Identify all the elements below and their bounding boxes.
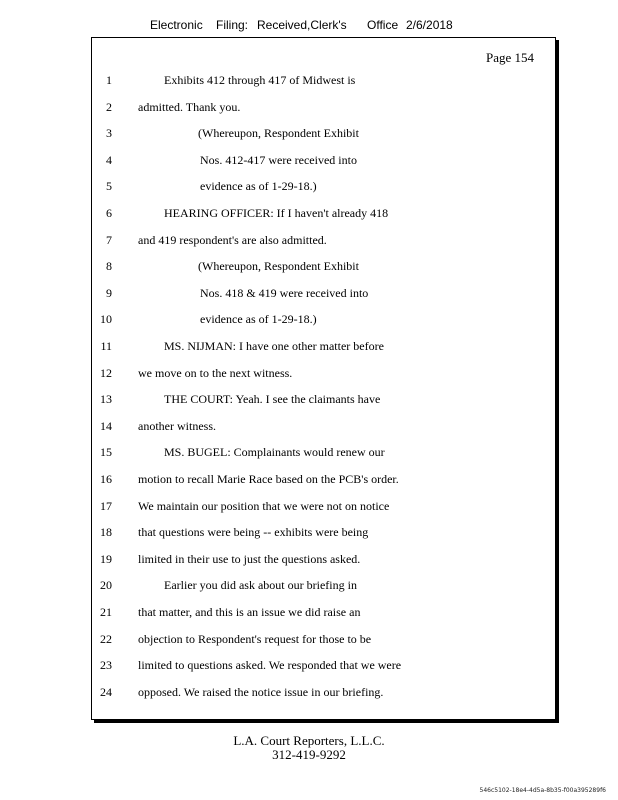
line-number: 4 (106, 152, 112, 167)
transcript-line (92, 312, 557, 328)
transcript-line (92, 419, 557, 435)
line-number: 16 (100, 472, 112, 486)
header-word-electronic: Electronic (150, 18, 203, 32)
line-number: 9 (106, 285, 112, 300)
transcript-line (92, 259, 557, 275)
line-number: 8 (106, 259, 112, 274)
transcript-line (92, 499, 557, 515)
line-number: 5 (106, 179, 112, 194)
line-number: 2 (106, 99, 112, 114)
transcript-line (92, 206, 557, 222)
line-number: 12 (100, 365, 112, 380)
line-text: Nos. 412-417 were received into (200, 152, 357, 167)
transcript-line (92, 632, 557, 648)
line-text: another witness. (138, 418, 216, 433)
line-number: 18 (100, 525, 112, 540)
line-number: 14 (100, 418, 112, 433)
transcript-line (92, 339, 557, 355)
line-text: objection to Respondent's request for those to be (138, 631, 372, 646)
transcript-line (92, 445, 557, 461)
header-word-received: Received,Clerk's (257, 18, 347, 32)
transcript-line (92, 605, 557, 621)
line-text: MS. BUGEL: Complainants would renew our (164, 445, 385, 460)
transcript-line (92, 286, 557, 302)
page-shadow-bottom (94, 720, 559, 723)
transcript-page (91, 37, 556, 720)
line-number: 20 (100, 578, 112, 593)
line-number: 1 (106, 73, 112, 87)
line-number: 17 (100, 498, 112, 513)
transcript-line (92, 552, 557, 568)
line-text: THE COURT: Yeah. I see the claimants have (164, 392, 381, 407)
line-number: 7 (106, 232, 112, 247)
line-number: 23 (100, 658, 112, 673)
transcript-line (92, 233, 557, 249)
line-text: evidence as of 1-29-18.) (200, 179, 317, 194)
line-text: Earlier you did ask about our briefing in (164, 578, 357, 593)
transcript-line (92, 366, 557, 382)
line-text: limited to questions asked. We responded that we were (138, 658, 402, 673)
transcript-line (92, 73, 557, 89)
transcript-line (92, 126, 557, 142)
header-filing-date: 2/6/2018 (406, 18, 453, 32)
line-number: 22 (100, 631, 112, 646)
line-number: 21 (100, 605, 112, 619)
page-number: Page 154 (485, 50, 534, 65)
transcript-line (92, 525, 557, 541)
line-number: 13 (100, 392, 112, 407)
line-number: 19 (100, 551, 112, 566)
transcript-line (92, 578, 557, 594)
line-text: (Whereupon, Respondent Exhibit (198, 259, 359, 274)
line-text: Exhibits 412 through 417 of Midwest is (164, 73, 356, 87)
line-text: that questions were being -- exhibits were being (138, 525, 369, 540)
line-text: that matter, and this is an issue we did raise an (138, 605, 361, 619)
line-text: evidence as of 1-29-18.) (200, 312, 317, 327)
transcript-line (92, 179, 557, 195)
line-text: motion to recall Marie Race based on the PCB's order. (138, 472, 399, 486)
transcript-line (92, 685, 557, 701)
header-word-filing: Filing: (216, 18, 249, 32)
transcript-line (92, 392, 557, 408)
line-text: we move on to the next witness. (138, 365, 293, 380)
line-text: limited in their use to just the questions asked. (138, 551, 361, 566)
line-number: 6 (106, 206, 112, 220)
line-text: Nos. 418 & 419 were received into (200, 285, 369, 300)
line-text: opposed. We raised the notice issue in our briefing. (138, 684, 384, 699)
line-number: 10 (100, 312, 112, 327)
transcript-line (92, 153, 557, 169)
header-word-office: Office (367, 18, 399, 32)
transcript-line (92, 658, 557, 674)
line-text: (Whereupon, Respondent Exhibit (198, 126, 359, 141)
line-text: We maintain our position that we were not on notice (138, 498, 390, 513)
footer-company: L.A. Court Reporters, L.L.C. (233, 733, 385, 748)
line-text: and 419 respondent's are also admitted. (138, 232, 327, 247)
electronic-filing-header (0, 18, 618, 34)
transcript-line (92, 472, 557, 488)
line-number: 15 (100, 445, 112, 460)
line-text: admitted. Thank you. (138, 99, 241, 114)
line-number: 11 (100, 339, 112, 353)
line-text: MS. NIJMAN: I have one other matter before (164, 339, 384, 353)
document-code: 546c5102-18e4-4d5a-8b35-f00a395289f6 (479, 787, 606, 794)
transcript-line (92, 100, 557, 116)
line-number: 24 (100, 684, 112, 699)
footer-phone: 312-419-9292 (272, 747, 346, 762)
line-text: HEARING OFFICER: If I haven't already 418 (164, 206, 389, 220)
line-number: 3 (106, 126, 112, 141)
